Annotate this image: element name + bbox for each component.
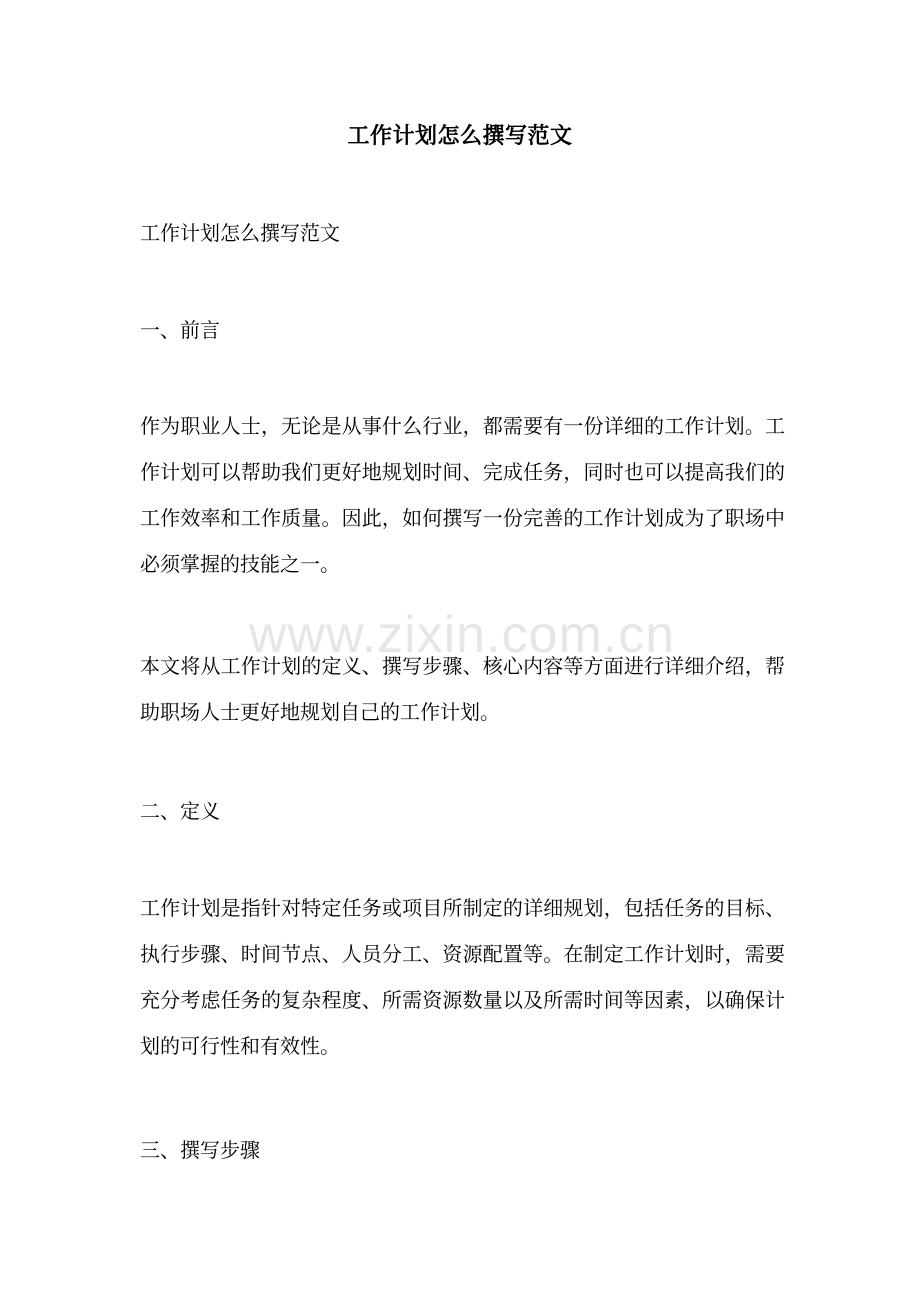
document-subtitle: 工作计划怎么撰写范文: [140, 221, 340, 245]
paragraph-intro-1: 作为职业人士，无论是从事什么行业，都需要有一份详细的工作计划。工作计划可以帮助我们更好地规划时间、完成任务，同时也可以提高我们的工作效率和工作质量。因此，如何撰写一份完善的工作计划成为了职场中必须掌握的技能之一。: [140, 414, 785, 576]
section-heading-definition: 二、定义: [140, 799, 220, 823]
paragraph-definition: 工作计划是指针对特定任务或项目所制定的详细规划，包括任务的目标、执行步骤、时间节点、人员分工、资源配置等。在制定工作计划时，需要充分考虑任务的复杂程度、所需资源数量以及所需时间等因素，以确保计划的可行性和有效性。: [140, 896, 785, 1058]
section-heading-preface: 一、前言: [140, 318, 220, 342]
watermark: www.zixin.com.cn: [248, 606, 676, 664]
section-heading-steps: 三、撰写步骤: [140, 1138, 260, 1162]
paragraph-intro-2: 本文将从工作计划的定义、撰写步骤、核心内容等方面进行详细介绍，帮助职场人士更好地规划自己的工作计划。: [140, 654, 785, 724]
document-title: 工作计划怎么撰写范文: [347, 123, 573, 149]
